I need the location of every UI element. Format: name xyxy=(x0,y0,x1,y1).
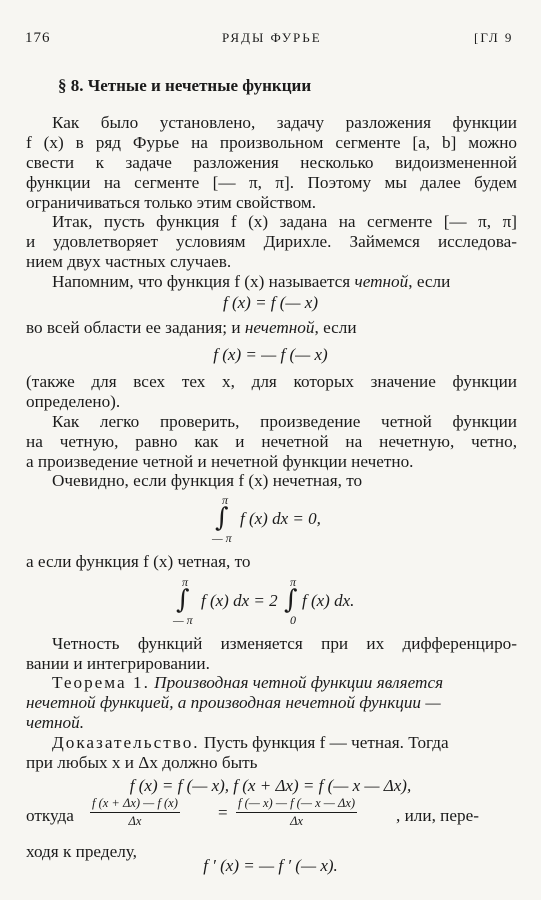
integral-sign-1: ∫ xyxy=(215,503,229,533)
equals-sign: = xyxy=(218,803,228,822)
p2-line-1: Итак, пусть функция f (x) задана на сегменте [— π, π] xyxy=(52,212,517,231)
p1-line-4: функции на сегменте [— π, π]. Поэтому мы далее будем xyxy=(26,173,517,192)
term-odd: нечетной xyxy=(244,318,315,337)
fraction-right xyxy=(236,796,357,829)
term-even: четной xyxy=(354,272,409,291)
p2-line-3: нием двух частных случаев. xyxy=(26,252,232,271)
fraction-left xyxy=(90,796,180,829)
equation-odd: f (x) = — f (— x) xyxy=(213,345,328,364)
fraction-left-numerator: f (x + Δx) — f (x) xyxy=(90,796,180,813)
whence-word: откуда xyxy=(26,806,74,825)
p6-line-3: а произведение четной и нечетной функции нечетно. xyxy=(26,452,414,471)
equation-even: f (x) = f (— x) xyxy=(222,293,319,312)
running-title: РЯДЫ ФУРЬЕ xyxy=(222,30,322,45)
p1-line-3: свести к задаче разложения несколько видоизмененной xyxy=(26,153,517,172)
proof-line-1: Доказательство. Пусть функция f — четная. Тогда xyxy=(52,733,449,752)
fraction-right-numerator: f (— x) — f (— x — Δx) xyxy=(236,796,357,813)
int1-body: f (x) dx = 0, xyxy=(240,509,321,528)
equation-final: f ′ (x) = — f ′ (— x). xyxy=(203,856,338,875)
p4-line: во всей области ее задания; и нечетной, если xyxy=(26,318,357,337)
int1-lower: — π xyxy=(212,531,232,545)
p9-line-2: вании и интегрировании. xyxy=(26,654,210,673)
p6-line-2: на четную, равно как и нечетной на нечетную, четно, xyxy=(26,432,517,451)
section-title: § 8. Четные и нечетные функции xyxy=(58,76,312,95)
p2-line-2: и удовлетворяет условиям Дирихле. Займемся исследова- xyxy=(26,232,517,251)
int2-body: f (x) dx = 2 xyxy=(201,591,278,610)
int2-body-2: f (x) dx. xyxy=(302,591,355,610)
theorem-label: Теорема 1. xyxy=(52,673,150,692)
p5-line-1: (также для всех тех x, для которых значение функции xyxy=(26,372,517,391)
p1-line-1: Как было установлено, задачу разложения функции xyxy=(52,113,517,132)
p1-line-5: ограничиваться только этим свойством. xyxy=(26,193,317,212)
proof-line-2: при любых x и Δx должно быть xyxy=(26,753,258,772)
p7-line: Очевидно, если функция f (x) нечетная, то xyxy=(52,471,363,490)
proof-label: Доказательство. xyxy=(52,733,200,752)
fraction-left-denominator: Δx xyxy=(128,814,142,828)
p6-line-1: Как легко проверить, произведение четной функции xyxy=(52,412,517,431)
p8-line: а если функция f (x) четная, то xyxy=(26,552,251,571)
int2-lower: — π xyxy=(173,613,193,627)
p3-line-1: Напомним, что функция f (x) называется четной, если xyxy=(52,272,451,291)
theorem-line-3: четной. xyxy=(26,713,85,732)
p1-line-2: f (x) в ряд Фурье на произвольном сегменте [a, b] можно xyxy=(26,133,517,152)
int1-upper: π xyxy=(222,493,229,507)
theorem-line-2: нечетной функцией, а производная нечетной функции — xyxy=(26,693,441,712)
int2-lower-2: 0 xyxy=(290,613,296,627)
p9-line-1: Четность функций изменяется при их дифференциро- xyxy=(52,634,517,653)
equation-shift: f (x) = f (— x), f (x + Δx) = f (— x — Δx), xyxy=(129,776,412,795)
integral-sign-3: ∫ xyxy=(284,585,298,615)
after-fraction-text: , или, пере- xyxy=(396,806,479,825)
integral-sign-2: ∫ xyxy=(176,585,190,615)
theorem-line-1: Теорема 1. Производная четной функции является xyxy=(52,673,444,692)
p5-line-2: определено). xyxy=(26,392,121,411)
int2-upper-2: π xyxy=(290,575,297,589)
limit-text: ходя к пределу, xyxy=(26,842,137,861)
int2-upper: π xyxy=(182,575,189,589)
chapter-label: [ГЛ 9 xyxy=(474,30,514,45)
fraction-right-denominator: Δx xyxy=(290,814,303,828)
page-number: 176 xyxy=(25,30,51,46)
